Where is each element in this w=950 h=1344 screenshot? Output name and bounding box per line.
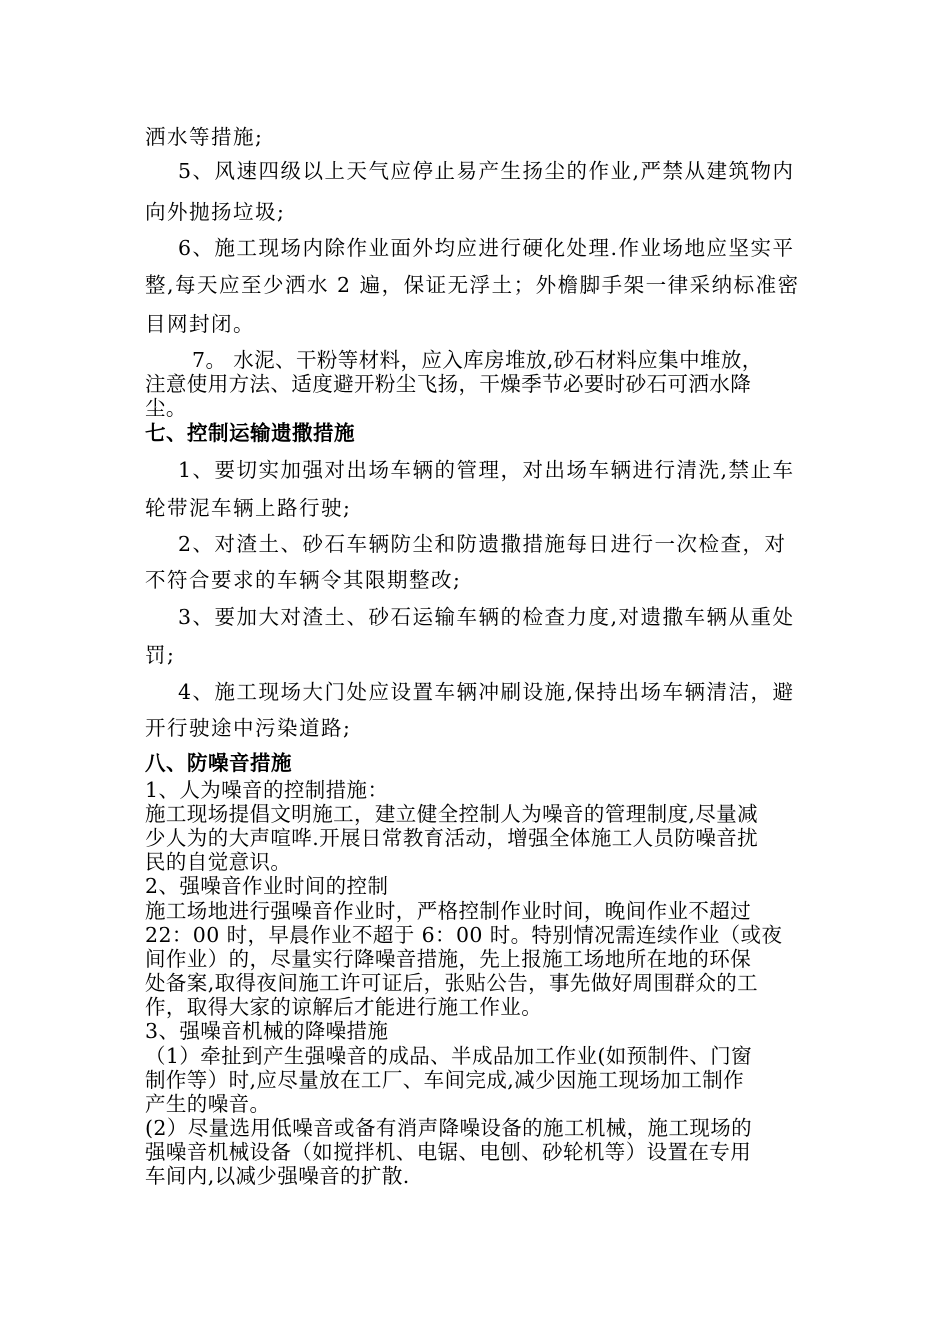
section-heading: 八、防噪音措施 xyxy=(145,751,292,775)
paragraph-line: 处备案,取得夜间施工许可证后，张贴公告，事先做好周围群众的工 xyxy=(145,971,759,995)
paragraph-line: 2、对渣土、砂石车辆防尘和防遗撒措施每日进行一次检查，对 xyxy=(178,532,787,556)
paragraph-line: 洒水等措施; xyxy=(145,125,264,149)
paragraph-line: 车间内,以减少强噪音的扩散. xyxy=(145,1164,410,1188)
paragraph-line: 尘。 xyxy=(145,396,187,420)
paragraph-line: 目网封闭。 xyxy=(145,312,255,336)
paragraph-line: 罚; xyxy=(145,643,176,667)
paragraph-line: 2、强噪音作业时间的控制 xyxy=(145,874,389,898)
paragraph-line: 22：00 时，早晨作业不超于 6：00 时。特别情况需连续作业（或夜 xyxy=(145,923,783,947)
paragraph-line: 间作业）的，尽量实行降噪音措施，先上报施工场地所在地的环保 xyxy=(145,947,752,971)
paragraph-line: 6、施工现场内除作业面外均应进行硬化处理.作业场地应坚实平 xyxy=(178,236,795,260)
paragraph-line: 施工现场提倡文明施工，建立健全控制人为噪音的管理制度,尽量减 xyxy=(145,802,759,826)
paragraph-line: 开行驶途中污染道路; xyxy=(145,716,352,740)
paragraph-line: 1、要切实加强对出场车辆的管理，对出场车辆进行清洗,禁止车 xyxy=(178,458,795,482)
paragraph-line: 轮带泥车辆上路行驶; xyxy=(145,496,352,520)
paragraph-line: （1）牵扯到产生强噪音的成品、半成品加工作业(如预制件、门窗 xyxy=(145,1044,753,1068)
section-heading: 七、控制运输遗撒措施 xyxy=(145,421,355,445)
paragraph-line: 民的自觉意识。 xyxy=(145,850,292,874)
paragraph-line: 少人为的大声喧哗.开展日常教育活动，增强全体施工人员防噪音扰 xyxy=(145,826,759,850)
paragraph-line: 7。 水泥、干粉等材料，应入库房堆放,砂石材料应集中堆放， xyxy=(192,348,763,372)
paragraph-line: 注意使用方法、适度避开粉尘飞扬，干燥季节必要时砂石可洒水降 xyxy=(145,372,752,396)
paragraph-line: 5、风速四级以上天气应停止易产生扬尘的作业,严禁从建筑物内 xyxy=(178,159,795,183)
paragraph-line: 3、要加大对渣土、砂石运输车辆的检查力度,对遗撒车辆从重处 xyxy=(178,605,795,629)
paragraph-line: 不符合要求的车辆令其限期整改; xyxy=(145,568,462,592)
paragraph-line: 作，取得大家的谅解后才能进行施工作业。 xyxy=(145,995,543,1019)
paragraph-line: 产生的噪音。 xyxy=(145,1092,271,1116)
paragraph-line: 3、强噪音机械的降噪措施 xyxy=(145,1019,389,1043)
paragraph-line: 向外抛扬垃圾; xyxy=(145,200,286,224)
paragraph-line: (2）尽量选用低噪音或备有消声降噪设备的施工机械，施工现场的 xyxy=(145,1116,753,1140)
paragraph-line: 1、人为噪音的控制措施： xyxy=(145,778,389,802)
paragraph-line: 施工场地进行强噪音作业时，严格控制作业时间，晚间作业不超过 xyxy=(145,899,752,923)
paragraph-line: 强噪音机械设备（如搅拌机、电锯、电刨、砂轮机等）设置在专用 xyxy=(145,1140,752,1164)
paragraph-line: 整,每天应至少洒水 2 遍，保证无浮土；外檐脚手架一律采纳标准密 xyxy=(145,273,800,297)
paragraph-line: 4、施工现场大门处应设置车辆冲刷设施,保持出场车辆清洁，避 xyxy=(178,680,795,704)
paragraph-line: 制作等）时,应尽量放在工厂、车间完成,减少因施工现场加工制作 xyxy=(145,1068,745,1092)
